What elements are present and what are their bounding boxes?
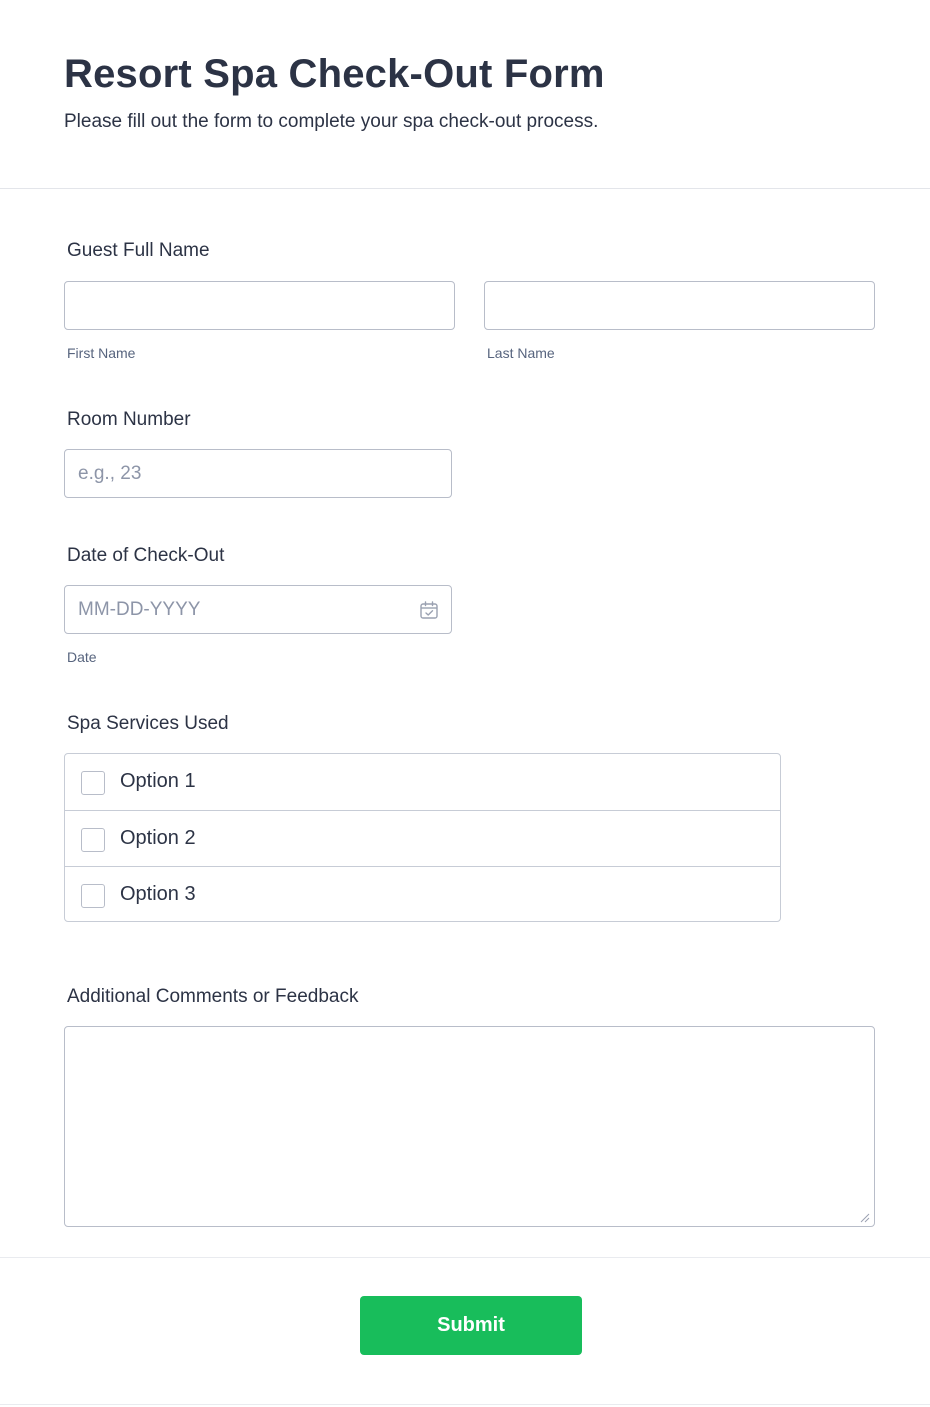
option-3-checkbox[interactable]: [81, 884, 105, 908]
option-2-checkbox[interactable]: [81, 828, 105, 852]
room-number-label: Room Number: [67, 409, 191, 430]
submit-button[interactable]: Submit: [360, 1296, 582, 1355]
option-3-label[interactable]: Option 3: [120, 883, 196, 905]
option-2-label[interactable]: Option 2: [120, 827, 196, 849]
spa-service-option-2[interactable]: [65, 810, 780, 866]
room-number-input[interactable]: [64, 449, 452, 498]
first-name-input[interactable]: [64, 281, 455, 330]
date-sublabel: Date: [67, 649, 97, 665]
guest-name-label: Guest Full Name: [67, 240, 210, 261]
first-name-sublabel: First Name: [67, 345, 136, 361]
spa-services-label: Spa Services Used: [67, 713, 229, 734]
spa-service-option-3[interactable]: [65, 866, 780, 922]
calendar-icon[interactable]: [419, 600, 439, 620]
resize-grip-icon[interactable]: [858, 1211, 870, 1223]
option-1-label[interactable]: Option 1: [120, 770, 196, 792]
checkout-date-input[interactable]: [64, 585, 452, 634]
form-title: Resort Spa Check-Out Form: [64, 52, 605, 96]
form-header: [0, 0, 930, 189]
spa-services-options: [64, 753, 781, 922]
comments-textarea[interactable]: [64, 1026, 875, 1227]
last-name-sublabel: Last Name: [487, 345, 555, 361]
option-1-checkbox[interactable]: [81, 771, 105, 795]
comments-label: Additional Comments or Feedback: [67, 986, 359, 1007]
last-name-input[interactable]: [484, 281, 875, 330]
checkout-date-label: Date of Check-Out: [67, 545, 225, 566]
spa-service-option-1[interactable]: [65, 754, 780, 810]
form-subtitle: Please fill out the form to complete your spa check-out process.: [64, 111, 599, 132]
